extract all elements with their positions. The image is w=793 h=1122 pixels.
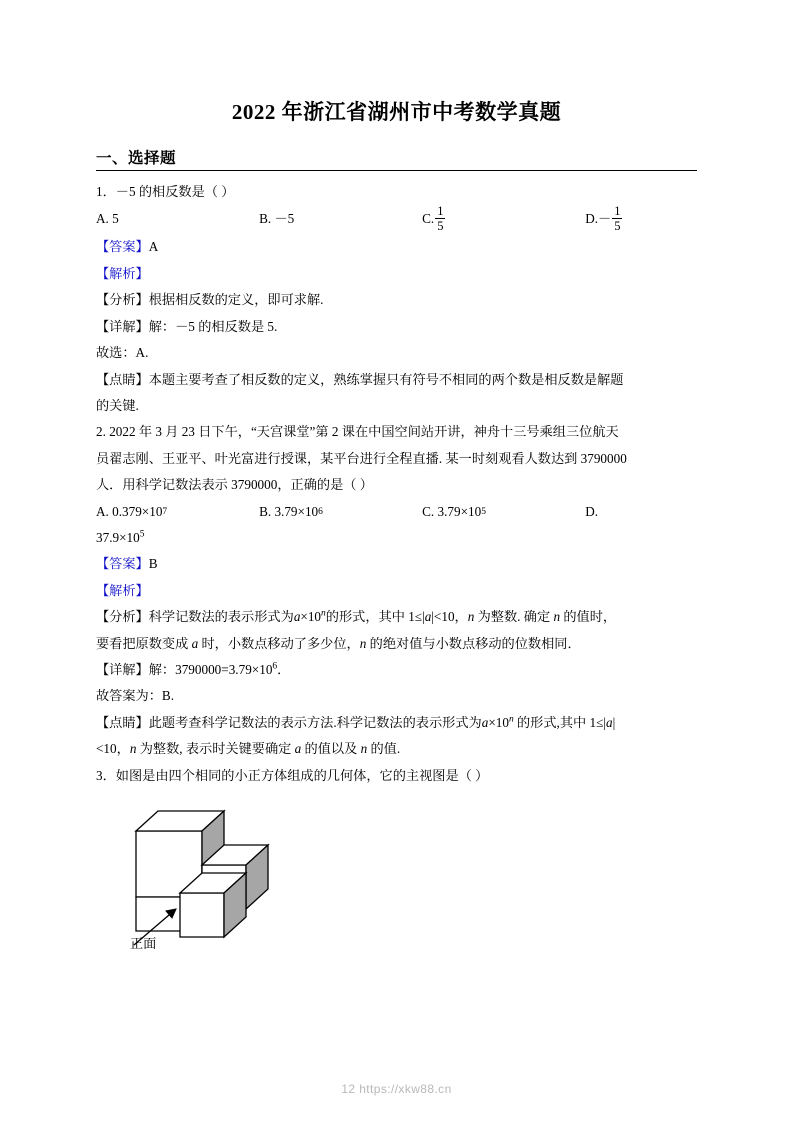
option-c <box>422 205 585 235</box>
analysis-text: |<10， <box>431 609 468 625</box>
option-c: C. 3.79×10 5 <box>422 499 585 525</box>
variable-a: a <box>191 635 199 651</box>
variable-n: n <box>553 609 561 625</box>
question-1-analysis: 【分析】根据相反数的定义，即可求解. <box>96 292 324 308</box>
analysis-text: 的形式，其中 1≤| <box>325 609 425 625</box>
variable-a: a <box>481 714 489 730</box>
option-d-exponent: 5 <box>139 529 145 540</box>
question-2-stem-line-2: 员翟志刚、王亚平、叶光富进行授课，某平台进行全程直播. 某一时刻观看人数达到 3790000 <box>96 450 627 466</box>
page-footer: 12 https://xkw88.cn <box>341 1082 452 1096</box>
question-2-explain-tag <box>96 578 697 604</box>
variable-n: n <box>467 609 475 625</box>
insight-text: | <box>612 714 616 730</box>
option-d <box>585 499 697 525</box>
answer-tag: 【答案】 <box>96 556 149 572</box>
question-2-detail <box>96 657 697 683</box>
option-c-label: C. <box>422 211 435 227</box>
option-d-value <box>598 205 623 235</box>
option-d-sign: － <box>598 211 612 227</box>
option-a <box>96 206 259 232</box>
section-divider <box>96 170 697 171</box>
analysis-text: 时，小数点移动了多少位， <box>198 635 360 651</box>
detail-text-end: ． <box>277 661 291 677</box>
question-2-stem-line-3: 人．用科学记数法表示 3790000，正确的是（ ） <box>96 477 373 493</box>
question-2-analysis-line-2 <box>96 631 697 657</box>
variable-a: a <box>606 714 613 730</box>
question-1-options <box>96 205 697 235</box>
question-2-answer <box>96 551 697 577</box>
analysis-text: ×10 <box>300 609 322 625</box>
question-2-option-d-value <box>96 525 697 551</box>
option-b-label: B. 3.79×10 <box>259 503 319 519</box>
option-a: A. 0.379×10 7 <box>96 499 259 525</box>
answer-value: A <box>148 239 159 255</box>
option-d-label: D. <box>585 211 599 227</box>
question-2-options <box>96 499 697 525</box>
question-2-stem-line-1: 2. 2022 年 3 月 23 日下午，“天宫课堂”第 2 课在中国空间站开讲，神舟十三号乘组三位航天 <box>96 424 619 440</box>
insight-text: <10， <box>96 741 130 757</box>
insight-text: 的值. <box>367 741 401 757</box>
variable-a: a <box>424 609 432 625</box>
variable-n-exponent: n <box>321 608 326 619</box>
insight-text: 【点睛】此题考查科学记数法的表示方法.科学记数法的表示形式为 <box>96 714 482 730</box>
option-b <box>259 206 422 232</box>
question-2-insight-line-1 <box>96 710 697 736</box>
analysis-text: 【分析】科学记数法的表示形式为 <box>96 609 294 625</box>
option-a-label: A. 0.379×10 <box>96 503 163 519</box>
option-b: B. 3.79×10 6 <box>259 499 422 525</box>
question-2-insight-line-2 <box>96 736 697 762</box>
question-1-explain-tag <box>96 261 697 287</box>
variable-n: n <box>360 741 368 757</box>
insight-text: 为整数, 表示时关键要确定 <box>136 741 295 757</box>
question-1-insight-line-1: 【点睛】本题主要考查了相反数的定义，熟练掌握只有符号不相同的两个数是相反数是解题 <box>96 371 624 387</box>
fraction-denominator: 5 <box>614 219 621 234</box>
figure-label-front: 正面 <box>130 936 157 952</box>
option-c-fraction <box>435 204 445 234</box>
section-heading: 一、选择题 <box>96 150 177 167</box>
question-1-detail: 【详解】解：－5 的相反数是 5. <box>96 318 278 334</box>
variable-n-exponent: n <box>508 714 514 725</box>
option-d-fraction <box>612 204 622 234</box>
option-d <box>585 205 697 235</box>
question-3-stem: 3．如图是由四个相同的小正方体组成的几何体，它的主视图是（ ） <box>96 767 489 783</box>
fraction-numerator: 1 <box>437 203 444 218</box>
cube-front-small-front-face <box>180 893 224 937</box>
detail-text: 【详解】解：3790000=3.79×10 <box>96 661 273 677</box>
explanation-tag: 【解析】 <box>96 582 149 598</box>
option-a-label: A. 5 <box>96 211 119 227</box>
question-1-stem: 1．－5 的相反数是（ ） <box>96 184 235 199</box>
page-title: 2022 年浙江省湖州市中考数学真题 <box>231 100 562 124</box>
variable-a: a <box>293 609 301 625</box>
option-d-label: D. <box>585 503 599 519</box>
detail-exponent: 6 <box>272 661 278 672</box>
variable-n: n <box>129 741 137 757</box>
analysis-text: 的值时， <box>560 609 617 625</box>
question-2-choice: 故答案为：B. <box>96 688 175 704</box>
question-1-choice: 故选：A. <box>96 345 149 361</box>
answer-tag: 【答案】 <box>96 239 149 255</box>
question-2-analysis-line-1 <box>96 604 697 630</box>
question-3-figure <box>118 797 697 962</box>
fraction-denominator: 5 <box>437 219 444 234</box>
question-1-insight-line-2: 的关键. <box>96 397 139 413</box>
option-d-text: 37.9×10 <box>96 529 140 545</box>
insight-text: 的形式,其中 1≤| <box>513 714 607 730</box>
option-c-label: C. 3.79×10 <box>422 503 482 519</box>
variable-a: a <box>294 741 302 757</box>
insight-text: ×10 <box>488 714 509 730</box>
variable-n: n <box>359 635 367 651</box>
insight-text: 的值以及 <box>301 741 361 757</box>
option-b-label: B. －5 <box>259 211 295 227</box>
analysis-text: 的绝对值与小数点移动的位数相同． <box>366 635 581 651</box>
question-1-answer <box>96 234 697 260</box>
explanation-tag: 【解析】 <box>96 265 149 281</box>
answer-value: B <box>148 556 158 572</box>
analysis-text: 要看把原数变成 <box>96 635 192 651</box>
analysis-text: 为整数. 确定 <box>474 609 554 625</box>
fraction-numerator: 1 <box>614 203 621 218</box>
